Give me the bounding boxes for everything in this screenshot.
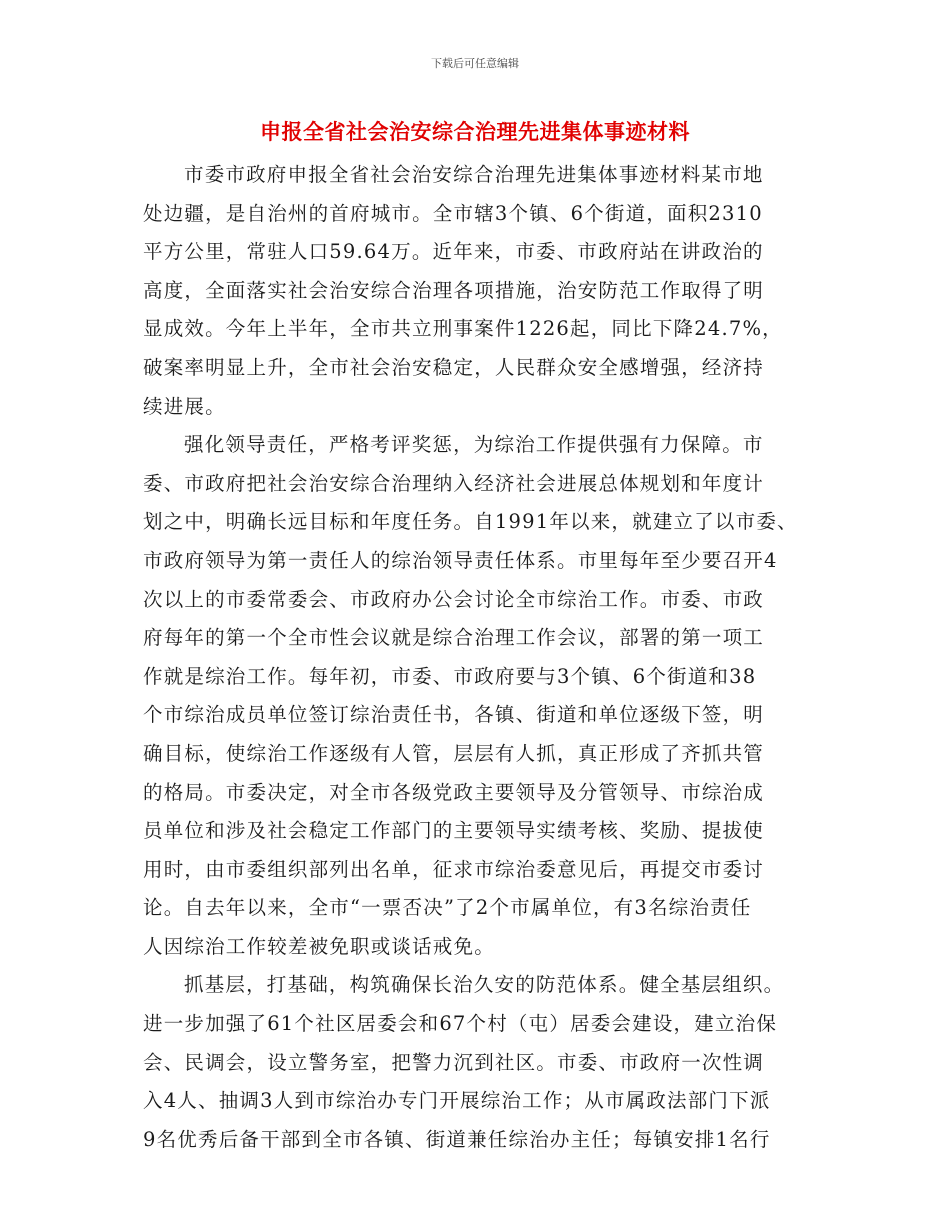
text-line: 次以上的市委常委会、市政府办公会讨论全市综治工作。市委、市政 (143, 587, 765, 611)
text-line: 的格局。市委决定，对全市各级党政主要领导及分管领导、市综治成 (143, 780, 765, 804)
text-line: 员单位和涉及社会稳定工作部门的主要领导实绩考核、奖励、提拔使 (143, 819, 765, 843)
text-line: 处边疆，是自治州的首府城市。全市辖3个镇、6个街道，面积2310 (143, 201, 763, 225)
text-line: 抓基层，打基础，构筑确保长治久安的防范体系。健全基层组织。 (184, 973, 785, 997)
text-line: 用时，由市委组织部列出名单，征求市综治委意见后，再提交市委讨 (143, 857, 765, 881)
text-line: 府每年的第一个全市性会议就是综合治理工作会议，部署的第一项工 (143, 626, 765, 650)
text-line: 高度，全面落实社会治安综合治理各项措施，治安防范工作取得了明 (143, 278, 765, 302)
header-note: 下载后可任意编辑 (431, 57, 519, 70)
text-line: 显成效。今年上半年，全市共立刑事案件1226起，同比下降24.7%， (143, 317, 783, 341)
text-line: 人因综治工作较差被免职或谈话戒免。 (143, 934, 495, 958)
text-line: 市委市政府申报全省社会治安综合治理先进集体事迹材料某市地 (184, 163, 764, 186)
text-line: 市政府领导为第一责任人的综治领导责任体系。市里每年至少要召开4 (143, 548, 778, 572)
text-line: 划之中，明确长远目标和年度任务。自1991年以来，就建立了以市委、 (143, 510, 798, 534)
text-line: 论。自去年以来，全市“一票否决”了2个市属单位，有3名综治责任 (143, 896, 752, 920)
text-line: 作就是综治工作。每年初，市委、市政府要与3个镇、6个街道和38 (143, 664, 757, 688)
text-line: 平方公里，常驻人口59.64万。近年来，市委、市政府站在讲政治的 (143, 240, 764, 264)
text-line: 会、民调会，设立警务室，把警力沉到社区。市委、市政府一次性调 (143, 1050, 765, 1074)
document-title: 申报全省社会治安综合治理先进集体事迹材料 (260, 120, 690, 144)
paragraph (143, 156, 811, 426)
text-line: 确目标，使综治工作逐级有人管，层层有人抓，真正形成了齐抓共管 (143, 741, 765, 765)
text-line: 个市综治成员单位签订综治责任书，各镇、街道和单位逐级下签，明 (143, 703, 765, 727)
text-line: 强化领导责任，严格考评奖惩，为综治工作提供强有力保障。市 (184, 433, 764, 457)
text-line: 进一步加强了61个社区居委会和67个村（屯）居委会建设，建立治保 (143, 1012, 778, 1036)
text-line: 入4人、抽调3人到市综治办专门开展综治工作；从市属政法部门下派 (143, 1089, 771, 1113)
text-line: 委、市政府把社会治安综合治理纳入经济社会进展总体规划和年度计 (143, 471, 765, 495)
text-line: 续进展。 (143, 394, 226, 418)
text-line: 破案率明显上升，全市社会治安稳定，人民群众安全感增强，经济持 (143, 355, 765, 379)
document-body (143, 156, 811, 1159)
text-line: 9名优秀后备干部到全市各镇、街道兼任综治办主任；每镇安排1名行 (143, 1127, 771, 1151)
paragraph (143, 966, 811, 1159)
paragraph (143, 426, 811, 966)
